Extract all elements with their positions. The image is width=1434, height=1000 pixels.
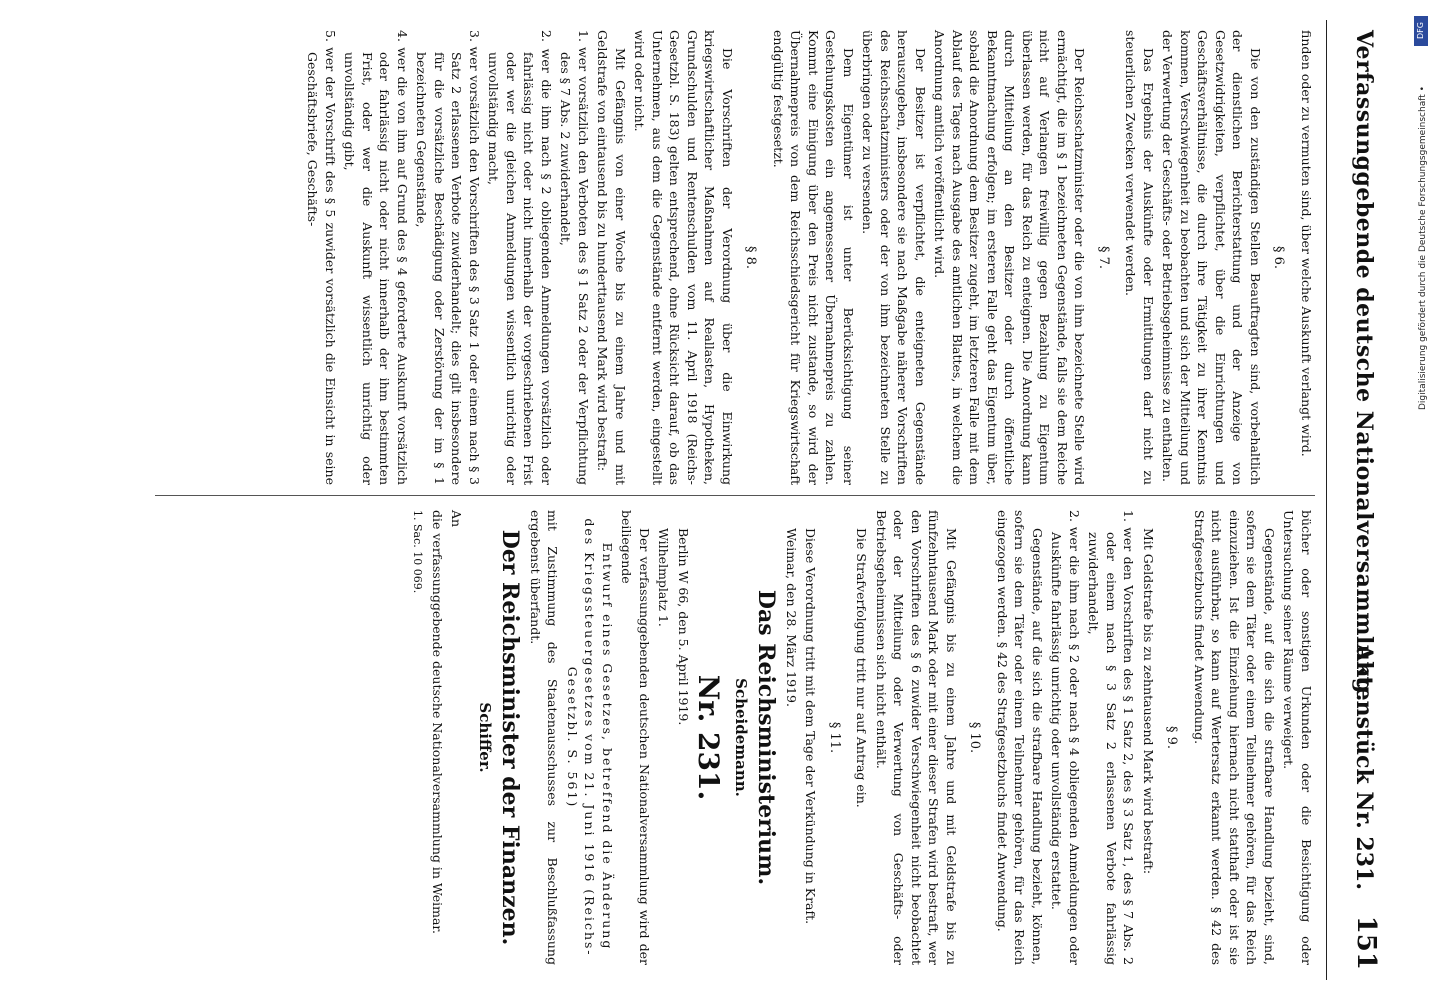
page-number: 151 (1351, 915, 1381, 970)
paragraph: Die Strafverfolgung tritt nur auf Antrag ein. (854, 528, 870, 808)
section-heading: § 10. (967, 721, 983, 754)
paragraph: Mit Gefängnis von einer Woche bis zu einem Jahre und mit Geldstrafe von eintausend bis zu hunderttausend Mark wird bestraft: (595, 30, 628, 485)
paragraph: Gegenstände, auf die sich die strafbare Handlung bezieht, können, sofern sie dem Täter oder einem Teilnehmer gehören, für das Reich eingezogen werden. § 42 des Strafgesetzbuchs findet Anwendung. (995, 510, 1045, 965)
paragraph: Wilhelmplatz 1. (656, 528, 672, 627)
paragraph: mit Zustimmung des Staatenausschusses zur Beschlußfassung ergebenst überfandt. (528, 510, 561, 965)
paragraph: Berlin W 66, den 5. April 1919. (676, 528, 691, 726)
list-item: 5. wer der Vorschrift des § 5 zuwider vorsätzlich die Einsicht in seine Geschäftsbriefe, Geschäfts- (305, 30, 338, 485)
paragraph: Das Ergebnis der Auskünfte oder Ermittlungen darf nicht zu steuerlichen Zwecken verwendet werden. (1123, 30, 1156, 485)
paragraph: Gegenstände, auf die sich die strafbare Handlung bezieht, sind, sofern sie dem Täter oder einem Teilnehmer gehören, für das Reich einzuziehen. Ist die Einziehung hiernach nicht statthaft oder ist sie nicht ausführbar, so kann auf Wertersatz erkannt werden. § 42 des Strafgesetzbuchs findet Anwendung. (1192, 510, 1277, 965)
list-item: 1. wer vorsätzlich den Verboten des § 1 Satz 2 oder der Verpflichtung des § 7 Abs. 2 zuwiderhandelt, (558, 30, 591, 485)
signature: Schiffer. (476, 702, 494, 773)
list-item: 3. wer vorsätzlich den Vorschriften des § 3 Satz 1 oder einem nach § 3 Satz 2 erlassenen Verbote zuwiderhandelt; dies gilt insbesondere für die vorsätzliche Beschädigung oder Zerstörung der im § 1 bezeichneten Gegenstände, (414, 30, 482, 485)
paragraph: Weimar, den 28. März 1919. (784, 528, 799, 707)
paragraph: An (449, 510, 465, 528)
dfg-sidebar (1412, 10, 1430, 990)
paragraph: Der Besitzer ist verpflichtet, die enteigneten Gegenstände herauszugeben, insbesondere sie nach Maßgabe näherer Vorschriften des Reichsschatzministers oder der von ihm bezeichneten Stelle zu überbringen oder zu versenden. (860, 30, 928, 485)
scanned-page (65, 20, 1385, 980)
section-heading: § 7. (1096, 245, 1111, 270)
section-heading: § 9. (1164, 725, 1180, 750)
signature: Scheidemann. (732, 678, 750, 797)
dfg-logo: DFG (1414, 16, 1428, 46)
paragraph: Diese Verordnung tritt mit dem Tage der Verkündung in Kraft. (803, 528, 819, 925)
bill-title: Entwurf eines Gesetzes, betreffend die Änderung des Kriegssteuergesetzes vom 21. Juni 1916 (Reichs-Gesetzbl. S. 561) (565, 518, 615, 957)
dfg-credit-text: Digitalisierung gefördert durch die Deutsche Forschungsgemeinschaft • (1418, 86, 1428, 410)
header-right-title: Aktenstück Nr. 231. (1351, 644, 1377, 890)
right-column (407, 510, 1315, 965)
page-header (1326, 20, 1385, 980)
section-heading: § 11. (827, 721, 842, 754)
paragraph: finden oder zu vermuten sind, über welche Auskunft verlangt wird. (1299, 30, 1314, 457)
column-divider (155, 495, 1315, 496)
paragraph: Der verfassunggebenden deutschen Nationalversammlung wird der beiliegende (619, 510, 652, 965)
paragraph: Die von den zuständigen Stellen Beauftragten sind, vorbehaltlich der dienstlichen Berichterstattung und der Anzeige von Gesetzwidrigkeiten, verpflichtet, über die Einrichtungen und Geschäftsverhältnisse, die durch ihre Tätigkeit zu ihrer Kenntnis kommen, Verschwiegenheit zu beobachten und sich der Mitteilung und der Verwertung der Geschäfts- oder Betriebsgeheimnisse zu enthalten. (1160, 30, 1263, 485)
footnote: 1. Sac. 10 069. (411, 510, 425, 594)
heading: Das Reichsministerium. (753, 589, 780, 886)
document-number: Nr. 231. (692, 674, 726, 801)
list-item: 1. wer den Vorschriften des § 1 Satz 2, des § 3 Satz 1, des § 7 Abs. 2 oder einem nach § 3 Satz 2 erlassenen Verbote fahrlässig zuwiderhandelt, (1086, 510, 1137, 965)
paragraph: Mit Geldstrafe bis zu zehntausend Mark wird bestraft: (1141, 528, 1156, 875)
left-column (302, 30, 1315, 485)
list-item: 2. wer die ihm nach § 2 obliegenden Anmeldungen vorsätzlich oder fahrlässig nicht oder nicht innerhalb der vorgeschriebenen Frist oder wer die gleichen Anmeldungen wissentlich unrichtig oder unvollständig macht, (486, 30, 554, 485)
list-item: 2. wer die ihm nach § 2 oder nach § 4 obliegenden Anmeldungen oder Auskünfte fahrlässig unrichtig oder unvollständig erstattet. (1049, 510, 1082, 965)
paragraph: bücher oder sonstigen Urkunden oder die Besichtigung oder Untersuchung seiner Räume verweigert. (1281, 510, 1314, 965)
paragraph: Dem Eigentümer ist unter Berücksichtigung seiner Gestehungskosten ein angemessener Übernahmepreis zu zahlen. Kommt eine Einigung über den Preis nicht zustande, so wird der Übernahmepreis von dem Reichsschiedsgericht für Kriegswirtschaft endgültig festgesetzt. (771, 30, 856, 485)
list-item: 4. wer die von ihm auf Grund des § 4 geforderte Auskunft vorsätzlich oder fahrlässig nicht oder nicht innerhalb der ihm bestimmten Frist, oder wer die Auskunft wissentlich unrichtig oder unvollständig gibt, (342, 30, 410, 485)
header-left-title: Verfassunggebende deutsche Nationalversammlung. (1351, 30, 1377, 702)
paragraph: die verfassunggebende deutsche Nationalversammlung in Weimar. (430, 510, 445, 934)
paragraph: Mit Gefängnis bis zu einem Jahre und mit Geldstrafe bis zu fünfzehntausend Mark oder mit einer dieser Strafen wird bestraft, wer den Vorschriften des § 6 zuwider Verschwiegenheit nicht beobachtet oder der Mitteilung oder Verwertung von Geschäfts- oder Betriebsgeheimnissen sich nicht enthält. (874, 510, 959, 965)
section-heading: § 6. (1271, 245, 1287, 270)
heading: Der Reichsminister der Finanzen. (497, 529, 524, 946)
paragraph: Der Reichsschatzminister oder die von ihm bezeichnete Stelle wird ermächtigt, die im § 1 bezeichneten Gegenstände, falls sie dem Reiche nicht auf Verlangen freiwillig gegen Bezahlung zu Eigentum überlassen werden, für das Reich zu enteignen. Die Anordnung kann durch Mitteilung an den Besitzer oder durch öffentliche Bekanntmachung erfolgen; im ersteren Falle geht das Eigentum über, sobald die Anordnung dem Besitzer zugeht, im letzteren Falle mit dem Ablauf des Tages nach Ausgabe des amtlichen Blattes, in welchem die Anordnung amtlich veröffentlicht wird. (932, 30, 1088, 485)
section-heading: § 8. (743, 245, 759, 270)
paragraph: Die Vorschriften der Verordnung über die Einwirkung kriegswirtschaftlicher Maßnahmen auf Reallasten, Hypotheken, Grundschulden und Rentenschulden vom 11. April 1918 (Reichs-Gesetzbl. S. 183) gelten entsprechend, ohne Rücksicht darauf, ob das Unternehmen, aus dem die Gegenstände entfernt werden, eingestellt wird oder nicht. (632, 30, 735, 485)
